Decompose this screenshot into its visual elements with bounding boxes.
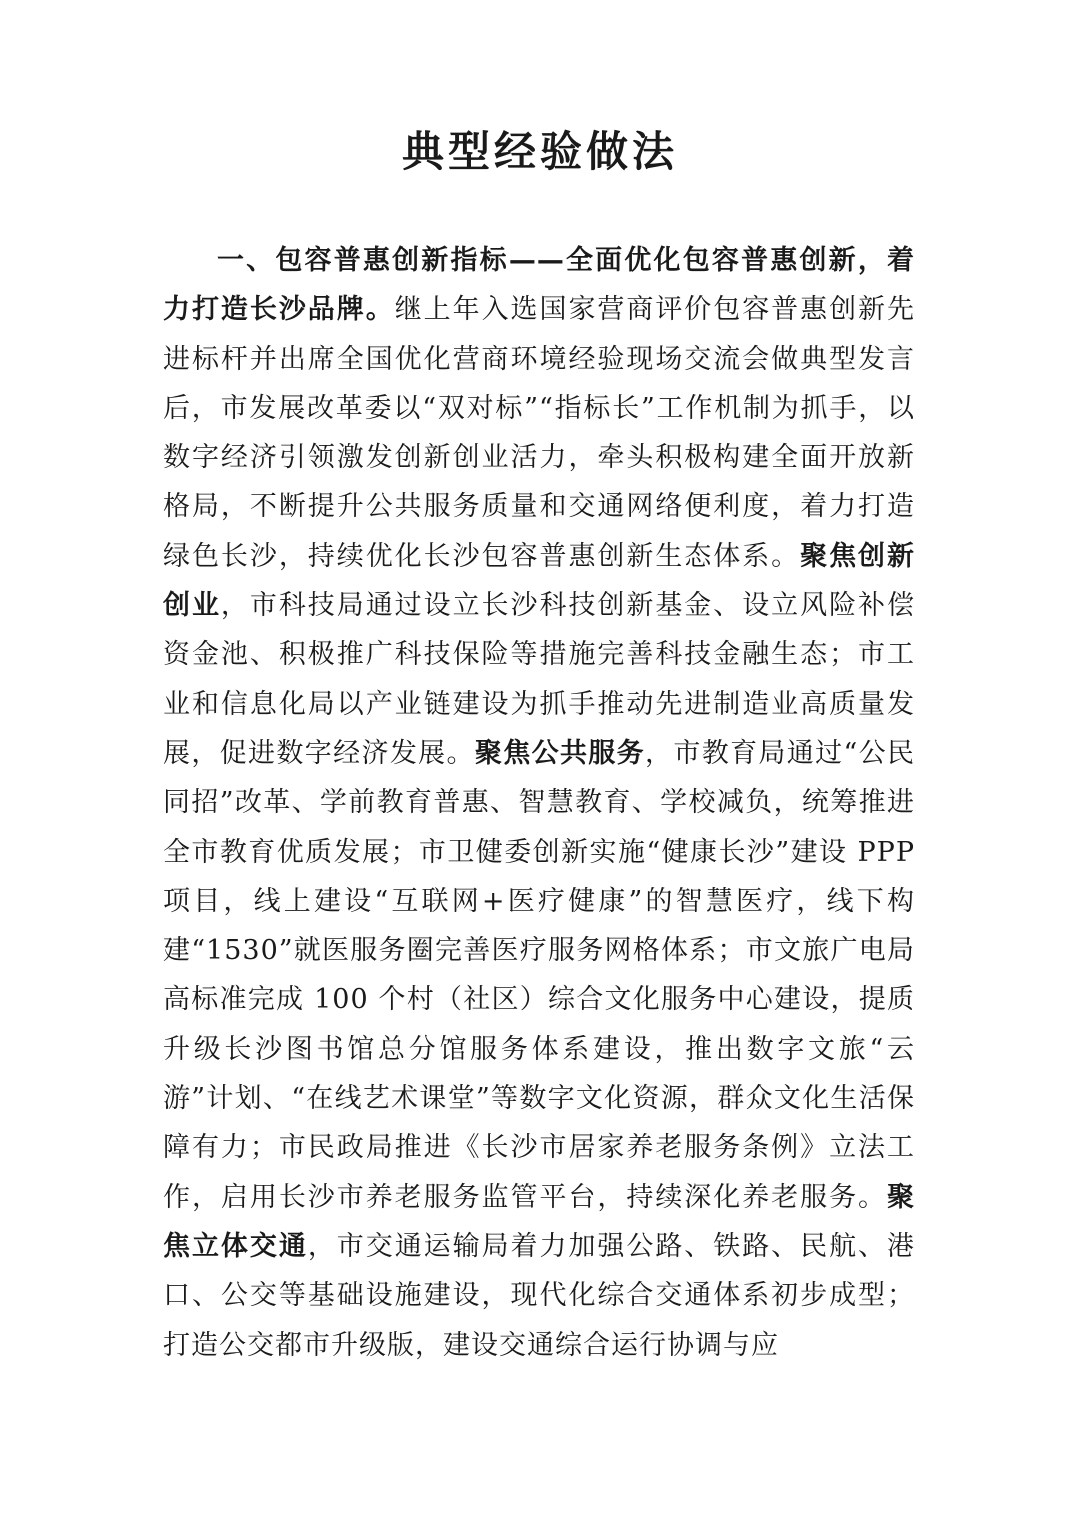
focus-heading-transport: 聚焦立体交通: [163, 1181, 915, 1262]
paragraph-text: ，市交通运输局着力加强公路、铁路、民航、港口、公交等基础设施建设，现代化综合交通体系初步成型；打造公交都市升级版，建设交通综合运行协调与应: [163, 1230, 916, 1361]
focus-heading-innovation: 聚焦创新创业: [163, 540, 916, 622]
paragraph-text: 继上年入选国家营商评价包容普惠创新先进标杆并出席全国优化营商环境经验现场交流会做典型发言后，市发展改革委以“双对标”“指标长”工作机制为抓手，以数字经济引领激发创新创业活力，牵头积极构建全面开放新格局，不断提升公共服务质量和交通网络便利度，着力打造绿色长沙，持续优化长沙包容普惠创新生态体系。: [163, 294, 916, 572]
document-title: 典型经验做法: [401, 127, 678, 176]
body-paragraph: [163, 236, 915, 1370]
section-heading: 一、包容普惠创新指标——全面优化包容普惠创新，着力打造长沙品牌。: [163, 245, 915, 326]
paragraph-text: ，市教育局通过“公民同招”改革、学前教育普惠、智慧教育、学校减负，统筹推进全市教育优质发展；市卫健委创新实施“健康长沙”建设 PPP 项目，线上建设“互联网+医疗健康”的智慧医疗，线下构建“1530”就医服务圈完善医疗服务网格体系；市文旅广电局高标准完成 100 个村（社区）综合文化服务中心建设，提质升级长沙图书馆总分馆服务体系建设，推出数字文旅“云游”计划、“在线艺术课堂”等数字文化资源，群众文化生活保障有力；市民政局推进《长沙市居家养老服务条例》立法工作，启用长沙市养老服务监管平台，持续深化养老服务。: [163, 737, 915, 1213]
focus-heading-public-service: 聚焦公共服务: [474, 737, 646, 769]
paragraph-text: ，市科技局通过设立长沙科技创新基金、设立风险补偿资金池、积极推广科技保险等措施完善科技金融生态；市工业和信息化局以产业链建设为抓手推动先进制造业高质量发展，促进数字经济发展。: [163, 590, 916, 769]
